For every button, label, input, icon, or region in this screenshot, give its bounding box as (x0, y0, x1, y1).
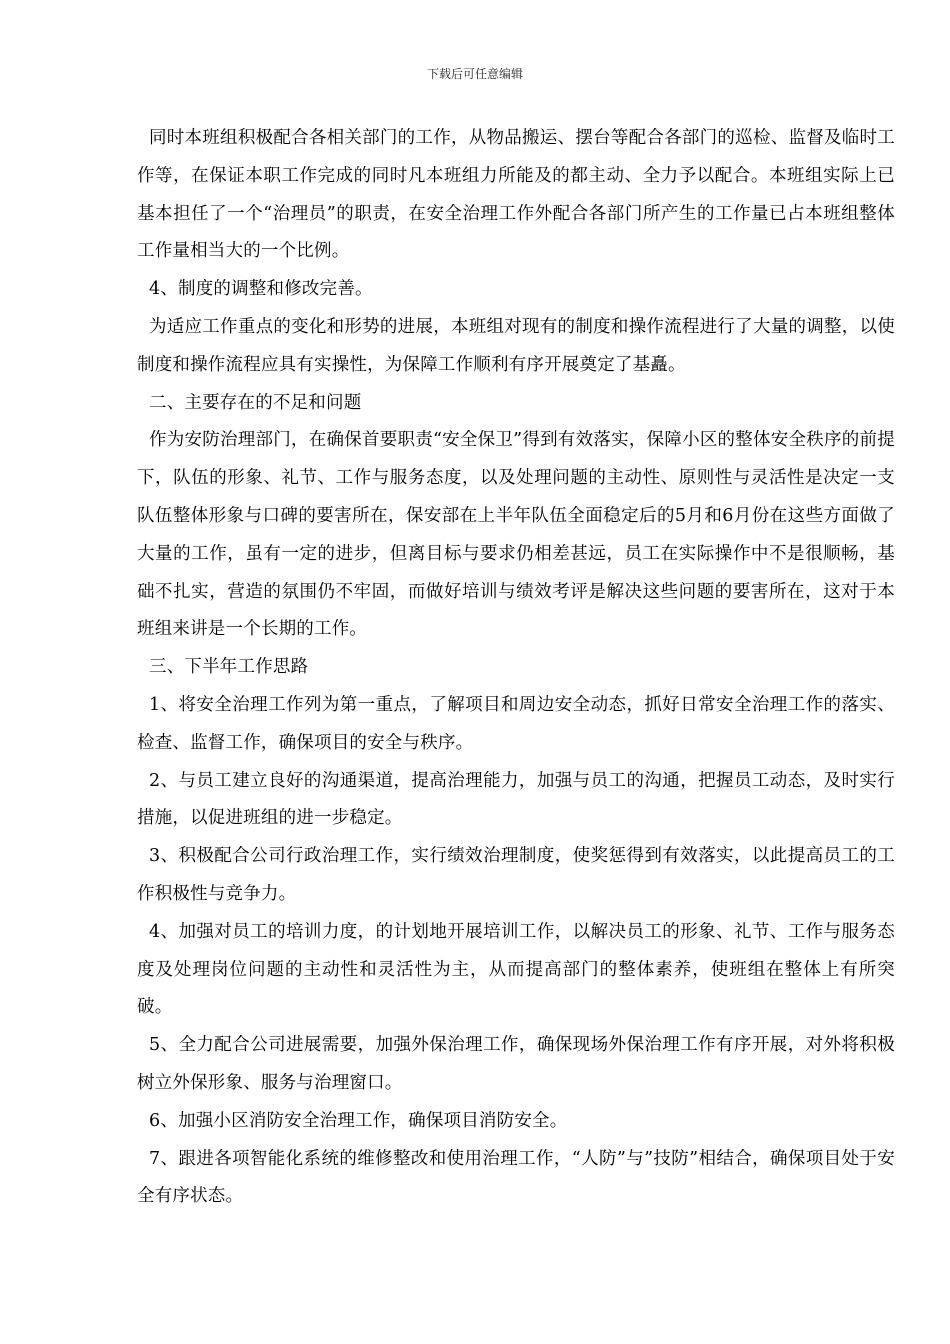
plan-item-5: 5、全力配合公司进展需要，加强外保治理工作，确保现场外保治理工作有序开展，对外将积极树立外保形象、服务与治理窗口。 (137, 1035, 895, 1093)
plan-item-7: 7、跟进各项智能化系统的维修整改和使用治理工作，“人防”与”技防”相结合，确保项目处于安全有序状态。 (137, 1148, 895, 1207)
section-2-heading: 二、主要存在的不足和问题 (149, 392, 362, 413)
paragraph-system-adjustment: 为适应工作重点的变化和形势的进展，本班组对现有的制度和操作流程进行了大量的调整，以使制度和操作流程应具有实操性，为保障工作顺利有序开展奠定了基矗。 (137, 316, 895, 375)
item-4-heading: 4、制度的调整和修改完善。 (149, 279, 373, 300)
paragraph-cooperation: 同时本班组积极配合各相关部门的工作，从物品搬运、摆台等配合各部门的巡检、监督及临时工作等，在保证本职工作完成的同时凡本班组力所能及的都主动、全力予以配合。本班组实际上已基本担任了一个“治理员”的职责，在安全治理工作外配合各部门所产生的工作量已占本班组整体工作量相当大的一个比例。 (137, 128, 895, 262)
plan-item-1: 1、将安全治理工作列为第一重点，了解项目和周边安全动态，抓好日常安全治理工作的落实、检查、监督工作，确保项目的安全与秩序。 (137, 694, 895, 753)
page-header: 下载后可任意编辑 (426, 67, 523, 81)
section-3-heading: 三、下半年工作思路 (149, 657, 309, 678)
document-body (137, 120, 895, 1216)
plan-item-6: 6、加强小区消防安全治理工作，确保项目消防安全。 (149, 1110, 568, 1131)
plan-item-2: 2、与员工建立良好的沟通渠道，提高治理能力，加强与员工的沟通，把握员工动态，及时实行措施，以促进班组的进一步稳定。 (137, 770, 895, 829)
plan-item-3: 3、积极配合公司行政治理工作，实行绩效治理制度，使奖惩得到有效落实，以此提高员工的工作积极性与竞争力。 (137, 846, 895, 904)
plan-item-4: 4、加强对员工的培训力度，的计划地开展培训工作，以解决员工的形象、礼节、工作与服务态度及处理岗位问题的主动性和灵活性为主，从而提高部门的整体素养，使班组在整体上有所突破。 (137, 921, 895, 1018)
paragraph-shortcomings: 作为安防治理部门，在确保首要职责“安全保卫”得到有效落实，保障小区的整体安全秩序的前提下，队伍的形象、礼节、工作与服务态度，以及处理问题的主动性、原则性与灵活性是决定一支队伍整体形象与口碑的要害所在，保安部在上半年队伍全面稳定后的5月和6月份在这些方面做了大量的工作，虽有一定的进步，但离目标与要求仍相差甚远，员工在实际操作中不是很顺畅，基础不扎实，营造的氛围仍不牢固，而做好培训与绩效考评是解决这些问题的要害所在，这对于本班组来讲是一个长期的工作。 (137, 430, 895, 640)
